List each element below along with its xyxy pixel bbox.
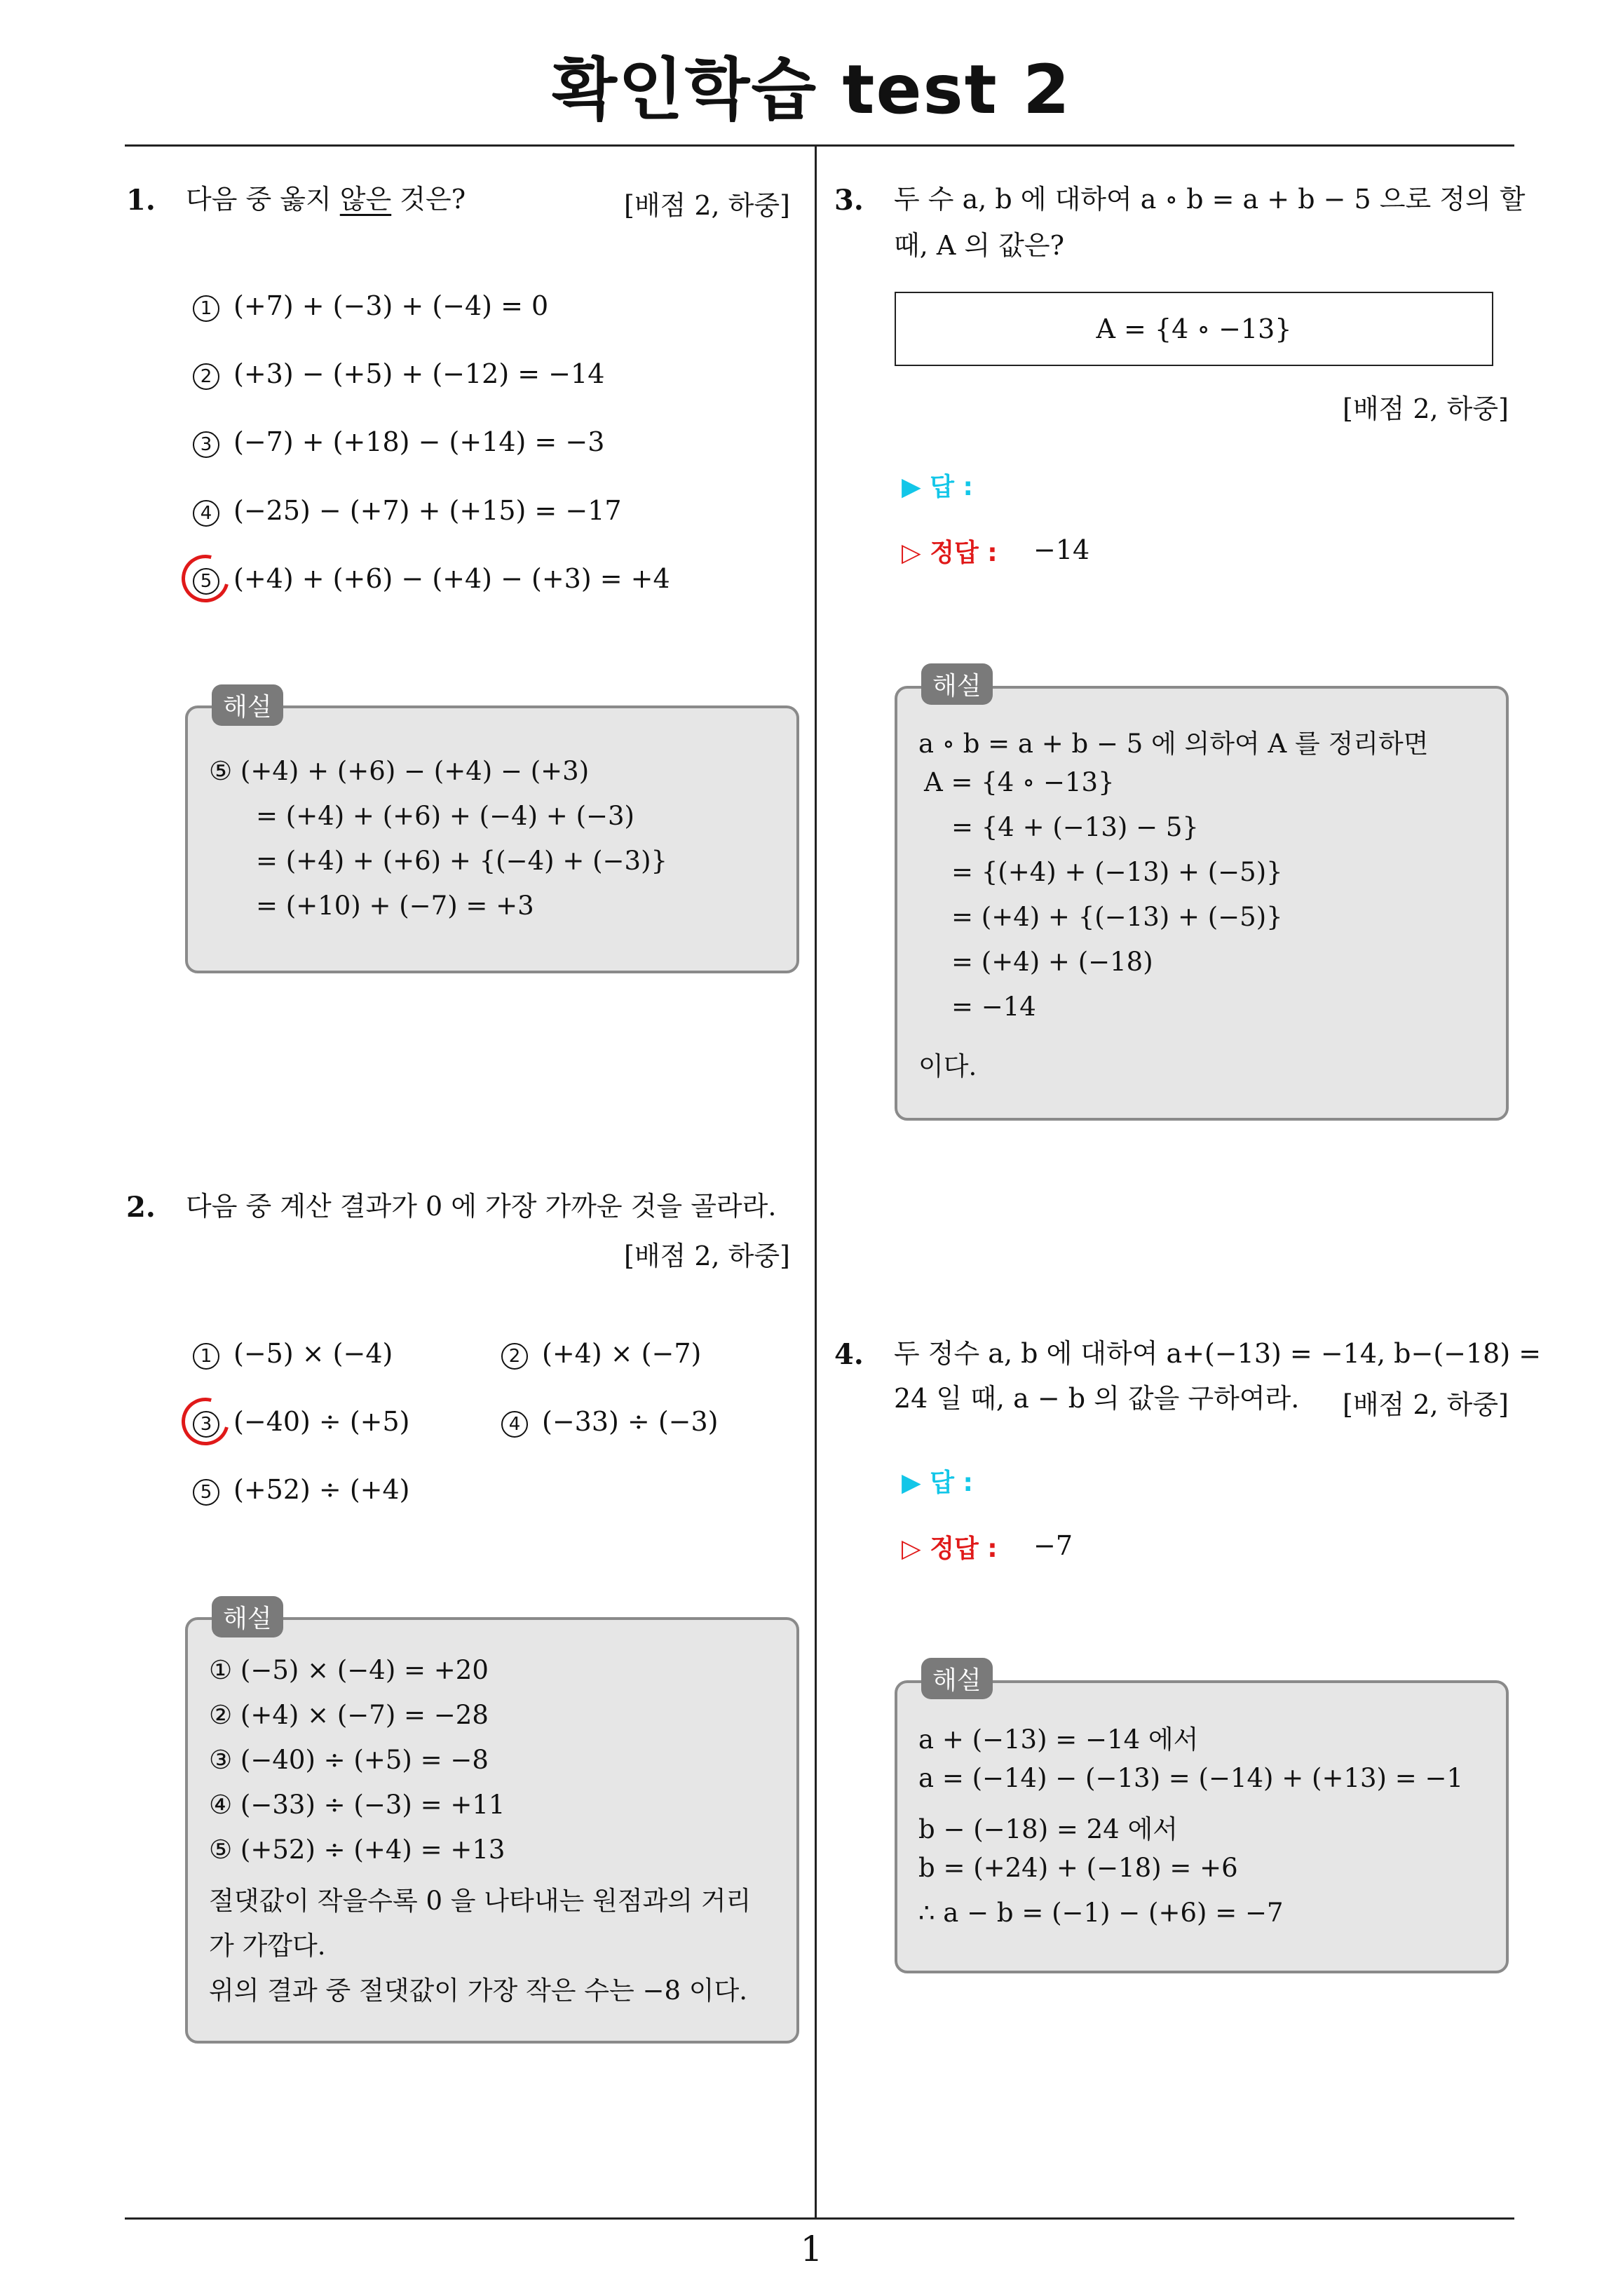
footer-divider	[125, 2217, 1514, 2220]
q1-option-4-expr: (−25) − (+7) + (+15) = −17	[233, 495, 622, 526]
q2-solution-tag: 해설	[212, 1596, 283, 1637]
q2-option-5[interactable]	[193, 1474, 410, 1506]
q1-option-5-circled: 5	[193, 568, 219, 595]
q4-solution-line-1: a + (−13) = −14 에서	[918, 1724, 1199, 1755]
q3-solution-line-1: a ∘ b = a + b − 5 에 의하여 A 를 정리하면	[918, 729, 1429, 759]
q2-solution-line-1: ① (−5) × (−4) = +20	[209, 1655, 489, 1685]
q1-option-4[interactable]	[193, 495, 622, 527]
q1-option-1[interactable]	[193, 290, 548, 322]
q3-solution-line-2: A = {4 ∘ −13}	[924, 767, 1115, 797]
q1-solution-tag: 해설	[212, 684, 283, 726]
q2-solution-line-4: ④ (−33) ÷ (−3) = +11	[209, 1790, 505, 1820]
q1-number: 1.	[126, 184, 156, 217]
q2-solution-line-7: 가 가깝다.	[209, 1931, 326, 1961]
q2-correct-mark	[173, 1389, 238, 1454]
q4-answer-label: ▶ 답 :	[902, 1468, 973, 1497]
q2-option-1[interactable]	[193, 1338, 393, 1370]
q2-option-1-circled: 1	[193, 1343, 219, 1370]
q1-option-2[interactable]	[193, 358, 604, 390]
q2-solution-line-2: ② (+4) × (−7) = −28	[209, 1700, 489, 1730]
q1-option-2-circled: 2	[193, 363, 219, 390]
q4-solution-line-4: b = (+24) + (−18) = +6	[918, 1853, 1238, 1883]
q1-text	[186, 177, 466, 222]
q1-solution-line-4: = (+10) + (−7) = +3	[256, 891, 534, 921]
q4-number: 4.	[834, 1338, 864, 1371]
page-title: 확인학습 test 2	[552, 50, 1071, 129]
q2-option-2-circled: 2	[501, 1343, 528, 1370]
q1-text-underline: 않은	[339, 184, 392, 215]
q2-option-4-expr: (−33) ÷ (−3)	[542, 1406, 719, 1437]
q2-option-2-expr: (+4) × (−7)	[542, 1338, 702, 1369]
q1-option-3[interactable]	[193, 426, 604, 458]
q2-option-5-circled: 5	[193, 1479, 219, 1506]
q3-solution-line-4: = {(+4) + (−13) + (−5)}	[951, 857, 1283, 887]
q1-solution-box	[185, 705, 799, 973]
header-divider	[125, 144, 1514, 147]
q3-text-line-1: 두 수 a, b 에 대하여 a ∘ b = a + b − 5 으로 정의 할	[894, 184, 1526, 215]
q4-text-line-1: 두 정수 a, b 에 대하여 a+(−13) = −14, b−(−18) =	[894, 1338, 1542, 1369]
q3-number: 3.	[834, 184, 864, 217]
q4-solution-line-3: b − (−18) = 24 에서	[918, 1814, 1179, 1844]
q2-option-4-circled: 4	[501, 1411, 528, 1438]
q3-solution-line-5: = (+4) + {(−13) + (−5)}	[951, 902, 1283, 932]
column-divider	[815, 144, 817, 2217]
q3-correct-value: −14	[1033, 534, 1090, 565]
q3-answer-label: ▶ 답 :	[902, 473, 973, 501]
q2-option-5-expr: (+52) ÷ (+4)	[233, 1474, 410, 1505]
q4-solution-tag: 해설	[921, 1658, 993, 1699]
q2-option-4[interactable]	[501, 1406, 719, 1438]
q2-option-2[interactable]	[501, 1338, 701, 1370]
q3-solution-line-8: 이다.	[918, 1051, 977, 1081]
q2-solution-line-5: ⑤ (+52) ÷ (+4) = +13	[209, 1835, 505, 1865]
q1-option-1-expr: (+7) + (−3) + (−4) = 0	[233, 290, 549, 321]
q2-meta: [배점 2, 하중]	[624, 1241, 790, 1271]
q2-option-3-circled: 3	[193, 1411, 219, 1438]
q1-option-3-circled: 3	[193, 431, 219, 458]
q1-option-5-expr: (+4) + (+6) − (+4) − (+3) = +4	[233, 563, 670, 594]
q1-option-5[interactable]	[193, 563, 670, 595]
q2-text: 다음 중 계산 결과가 0 에 가장 가까운 것을 골라라.	[186, 1191, 777, 1222]
q1-meta: [배점 2, 하중]	[624, 190, 790, 221]
q2-option-1-expr: (−5) × (−4)	[233, 1338, 393, 1369]
q1-solution-line-2: = (+4) + (+6) + (−4) + (−3)	[256, 801, 634, 831]
q4-solution-line-2: a = (−14) − (−13) = (−14) + (+13) = −1	[918, 1763, 1464, 1793]
q1-correct-mark	[173, 546, 238, 612]
q1-option-2-expr: (+3) − (+5) + (−12) = −14	[233, 358, 605, 389]
q2-solution-line-8: 위의 결과 중 절댓값이 가장 작은 수는 −8 이다.	[209, 1976, 748, 2006]
page-number: 1	[800, 2229, 823, 2269]
q3-text-line-2: 때, A 의 값은?	[894, 230, 1064, 261]
q3-correct-label: ▷ 정답 :	[902, 539, 998, 567]
q4-correct-label: ▷ 정답 :	[902, 1534, 998, 1563]
q1-text-pre: 다음 중 옳지	[186, 184, 340, 215]
q1-option-4-circled: 4	[193, 500, 219, 527]
q1-solution-line-3: = (+4) + (+6) + {(−4) + (−3)}	[256, 846, 668, 876]
q4-meta: [배점 2, 하중]	[1343, 1389, 1509, 1420]
q1-option-1-circled: 1	[193, 295, 219, 322]
q1-text-post: 것은?	[391, 184, 466, 215]
q3-solution-line-3: = {4 + (−13) − 5}	[951, 812, 1199, 842]
q1-solution-line-1: ⑤ (+4) + (+6) − (+4) − (+3)	[209, 756, 590, 786]
q4-text-line-2: 24 일 때, a − b 의 값을 구하여라.	[894, 1383, 1300, 1414]
q2-number: 2.	[126, 1191, 156, 1224]
q2-solution-line-6: 절댓값이 작을수록 0 을 나타내는 원점과의 거리	[209, 1886, 752, 1916]
q1-option-3-expr: (−7) + (+18) − (+14) = −3	[233, 426, 605, 457]
q3-solution-tag: 해설	[921, 663, 993, 705]
q2-option-3-expr: (−40) ÷ (+5)	[233, 1406, 410, 1437]
q3-solution-line-6: = (+4) + (−18)	[951, 947, 1153, 977]
q2-solution-line-3: ③ (−40) ÷ (+5) = −8	[209, 1745, 489, 1775]
q3-solution-line-7: = −14	[951, 992, 1036, 1022]
q3-meta: [배점 2, 하중]	[1343, 393, 1509, 424]
q4-solution-line-5: ∴ a − b = (−1) − (+6) = −7	[918, 1898, 1284, 1928]
q3-expression-box: A = {4 ∘ −13}	[895, 292, 1493, 366]
q4-correct-value: −7	[1033, 1530, 1073, 1561]
